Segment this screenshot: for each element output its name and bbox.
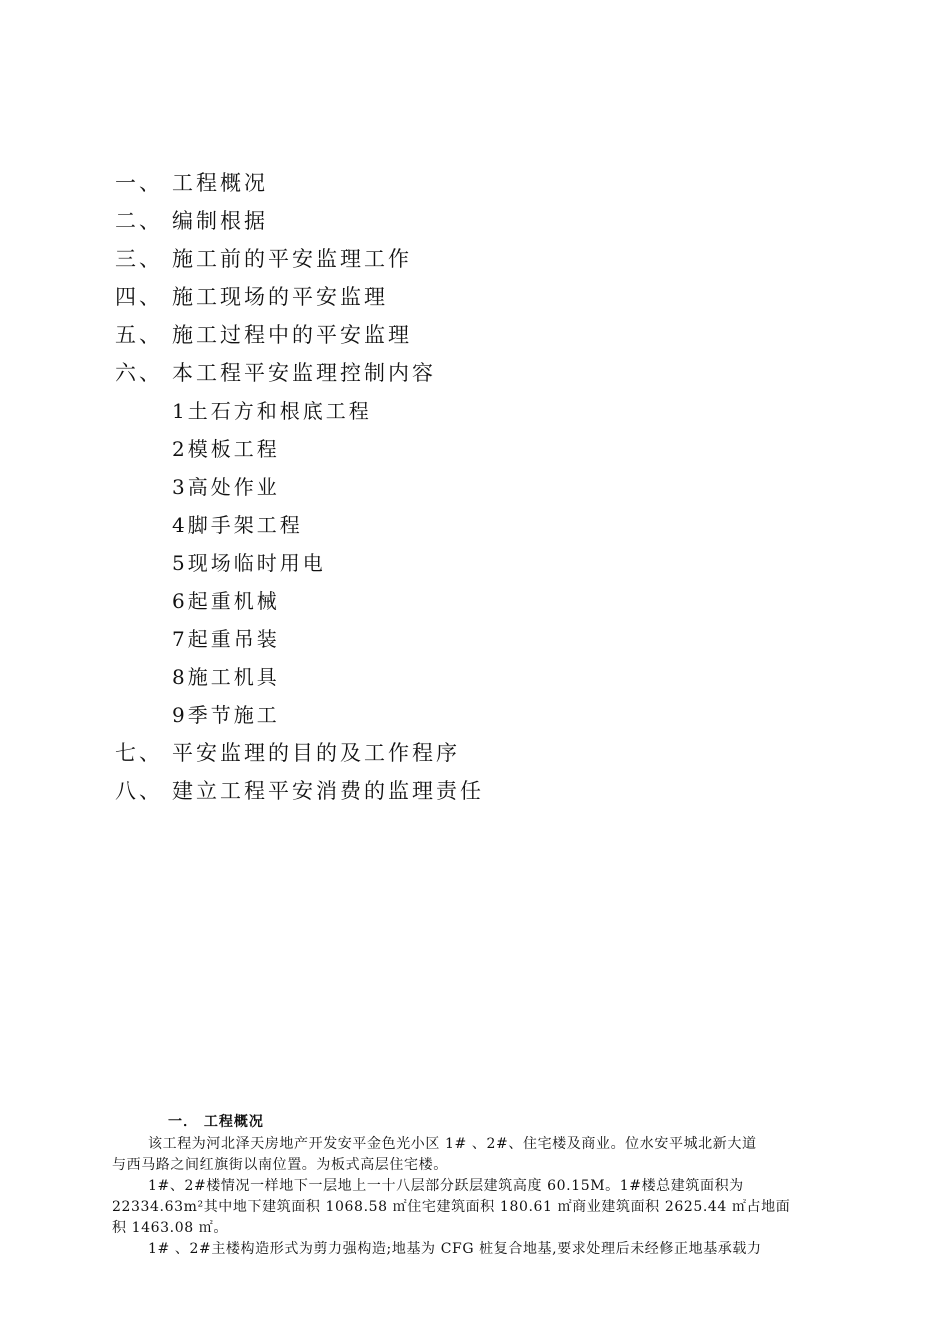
section-heading: 一． 工程概况 [168, 1114, 264, 1130]
paragraph-line: 该工程为河北泽天房地产开发安平金色光小区 1# 、2#、住宅楼及商业。位水安平城北新大道 [148, 1136, 757, 1152]
toc-title: 编制根据 [172, 209, 268, 233]
toc-number: 一、 [115, 171, 163, 195]
toc-title: 工程概况 [172, 171, 268, 195]
toc-subitem: 8施工机具 [172, 665, 280, 689]
toc-subitem: 7起重吊装 [172, 627, 280, 651]
toc-subitem: 5现场临时用电 [172, 551, 326, 575]
paragraph-line: 22334.63m²其中地下建筑面积 1068.58 ㎡住宅建筑面积 180.61 ㎡商业建筑面积 2625.44 ㎡占地面 [112, 1199, 791, 1215]
toc-subitem: 9季节施工 [172, 703, 280, 727]
paragraph-line: 1#、2#楼情况一样地下一层地上一十八层部分跃层建筑高度 60.15M。1#楼总建筑面积为 [148, 1178, 744, 1194]
toc-title: 施工前的平安监理工作 [172, 247, 412, 271]
toc-title: 施工过程中的平安监理 [172, 323, 412, 347]
toc-title: 施工现场的平安监理 [172, 285, 388, 309]
toc-subitem: 6起重机械 [172, 589, 280, 613]
toc-subitem: 2模板工程 [172, 437, 280, 461]
toc-number: 三、 [115, 247, 163, 271]
toc-title: 平安监理的目的及工作程序 [172, 741, 460, 765]
paragraph-line: 与西马路之间红旗街以南位置。为板式高层住宅楼。 [112, 1157, 448, 1173]
toc-subitem: 4脚手架工程 [172, 513, 303, 537]
toc-number: 七、 [115, 741, 163, 765]
paragraph-line: 1# 、2#主楼构造形式为剪力强构造;地基为 CFG 桩复合地基,要求处理后未经修正地基承载力 [148, 1241, 762, 1257]
toc-number: 八、 [115, 779, 163, 803]
toc-number: 二、 [115, 209, 163, 233]
toc-subitem: 3高处作业 [172, 475, 280, 499]
paragraph-2 [112, 1176, 838, 1239]
paragraph-3 [112, 1239, 838, 1260]
toc-number: 四、 [115, 285, 163, 309]
toc-title: 建立工程平安消费的监理责任 [172, 779, 484, 803]
toc-subitem: 1土石方和根底工程 [172, 399, 372, 423]
paragraph-line: 积 1463.08 ㎡。 [112, 1220, 228, 1236]
paragraph-1 [112, 1134, 838, 1176]
toc-title: 本工程平安监理控制内容 [172, 361, 436, 385]
toc-number: 五、 [115, 323, 163, 347]
toc-number: 六、 [115, 361, 163, 385]
